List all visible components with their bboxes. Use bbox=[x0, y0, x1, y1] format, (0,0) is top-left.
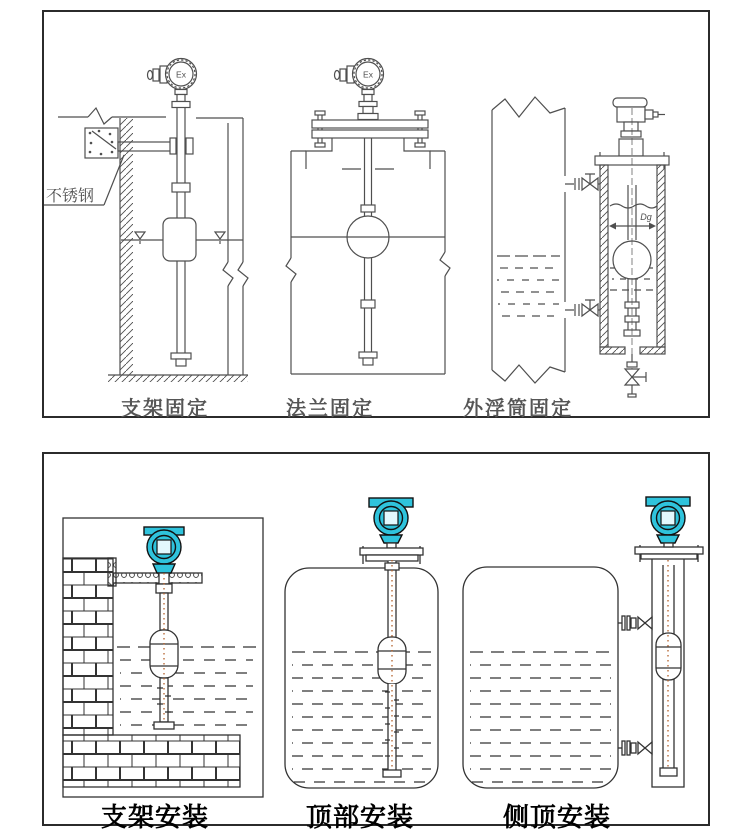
connection-valve-bottom bbox=[618, 741, 652, 755]
bracket-installation-drawing bbox=[63, 518, 263, 797]
caption-bracket-fixing: 支架固定 bbox=[121, 398, 209, 420]
stainless-steel-label: 不锈钢 bbox=[46, 188, 95, 205]
caption-top-installation: 顶部安装 bbox=[305, 802, 414, 832]
isolation-valve-bottom bbox=[565, 300, 600, 316]
dg-dimension bbox=[609, 212, 656, 230]
transmitter-head bbox=[369, 498, 413, 543]
caption-side-top-installation: 侧顶安装 bbox=[502, 802, 611, 832]
connection-valve-top bbox=[618, 616, 652, 630]
drain-valve bbox=[625, 354, 646, 397]
caption-flange-fixing: 法兰固定 bbox=[286, 398, 374, 420]
flange-fixing-drawing bbox=[286, 59, 450, 375]
float bbox=[163, 218, 196, 261]
dg-mark: Dg bbox=[640, 212, 652, 222]
installation-examples-drawing bbox=[44, 454, 708, 824]
ex-mark-1: Ex bbox=[176, 69, 186, 80]
ex-transmitter-head bbox=[335, 59, 384, 120]
isolation-valve-top bbox=[565, 174, 600, 190]
fixing-methods-drawing bbox=[44, 12, 708, 416]
transmitter-head bbox=[646, 497, 690, 543]
caption-external-chamber-fixing: 外浮筒固定 bbox=[463, 398, 573, 420]
caption-bracket-installation: 支架安装 bbox=[100, 802, 209, 832]
ex-mark-2: Ex bbox=[363, 69, 373, 80]
ex-transmitter-head bbox=[148, 59, 197, 108]
side-top-installation-drawing bbox=[463, 497, 703, 788]
bracket-fixing-drawing bbox=[44, 59, 248, 383]
chamber-transmitter-head bbox=[613, 98, 665, 156]
top-installation-drawing bbox=[285, 498, 438, 788]
tank-liquid bbox=[497, 256, 560, 316]
external-chamber-fixing-drawing bbox=[492, 97, 669, 397]
installation-examples-panel bbox=[42, 452, 710, 832]
fixing-methods-panel bbox=[42, 10, 710, 418]
